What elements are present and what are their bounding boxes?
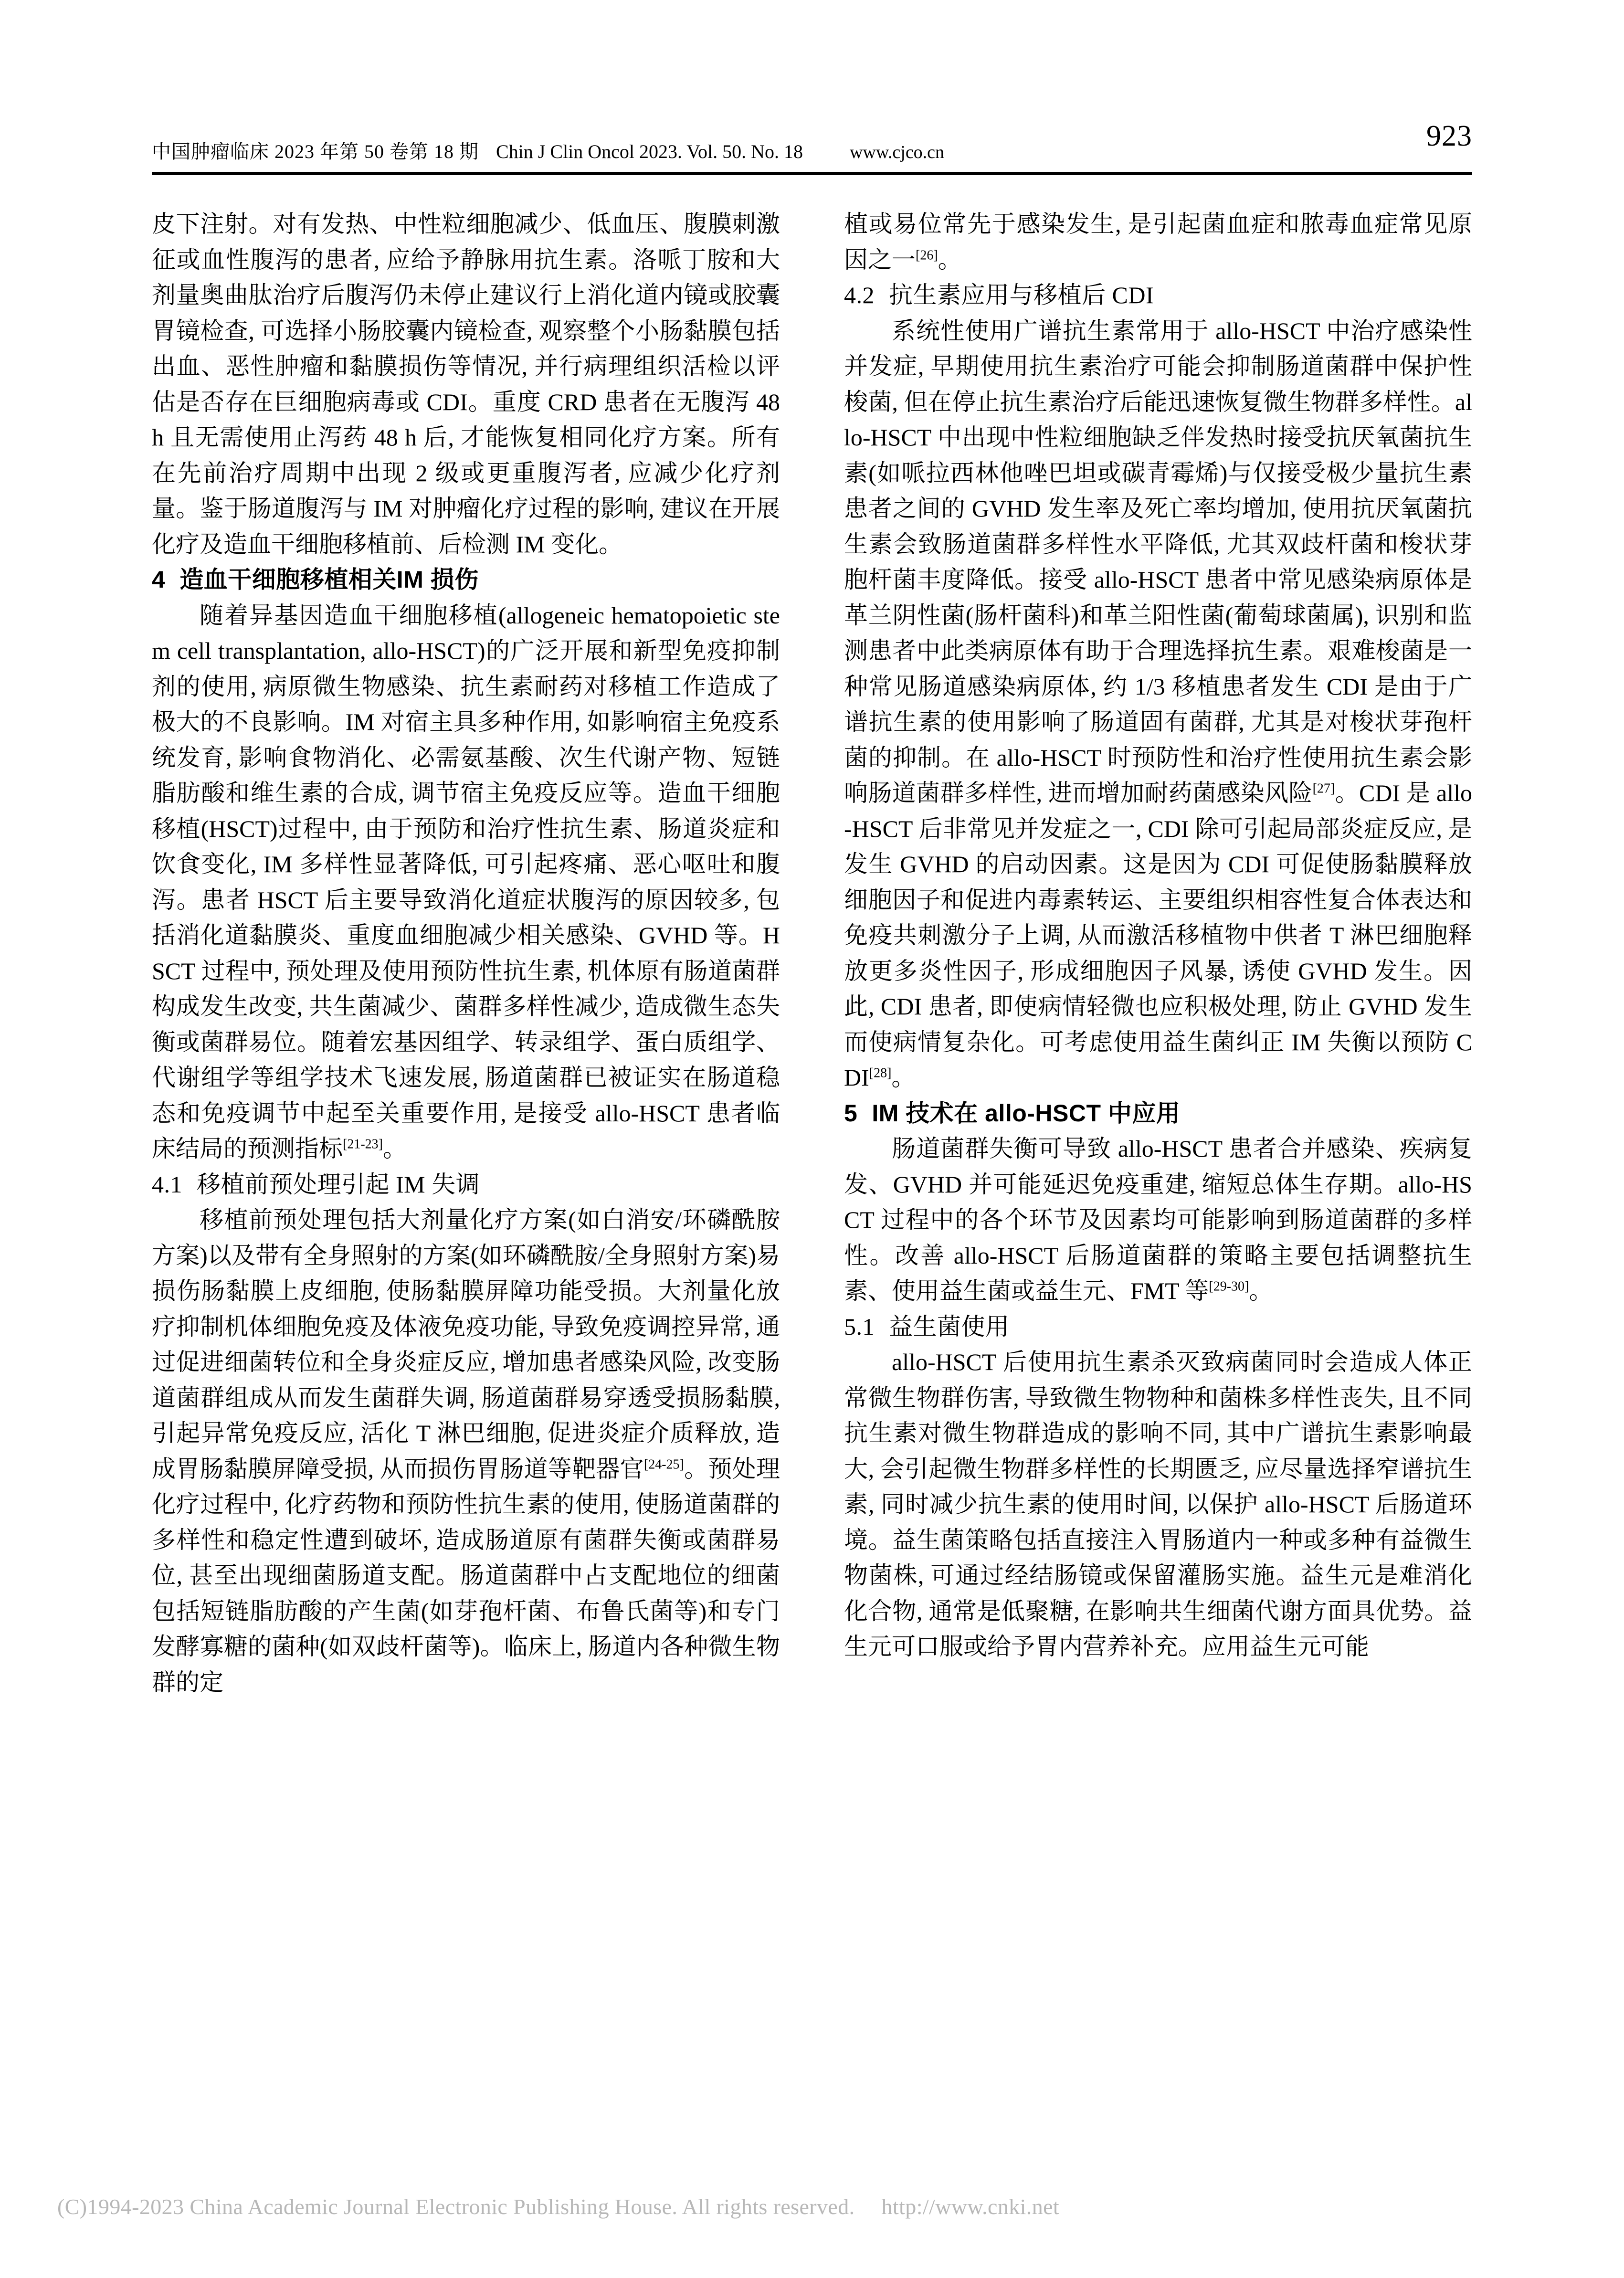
paragraph-section4: 随着异基因造血干细胞移植(allogeneic hematopoietic stem cell transplantation, allo-HSCT)的广泛开展和新型免疫抑制剂的使用, 病原微生物感染、抗生素耐药对移植工作造成了极大的不良影响。IM 对宿主具多种作用, 如影响宿主免疫系统发育, 影响食物消化、必需氨基酸、次生代谢产物、短链脂肪酸和维生素的合成, 调节宿主免疫反应等。造血干细胞移植(HSCT)过程中, 由于预防和治疗性抗生素、肠道炎症和饮食变化, IM 多样性显著降低, 可引起疼痛、恶心呕吐和腹泻。患者 HSCT 后主要导致消化道症状腹泻的原因较多, 包括消化道黏膜炎、重度血细胞减少相关感染、GVHD 等。HSCT 过程中, 预处理及使用预防性抗生素, 机体原有肠道菌群构成发生改变, 共生菌减少、菌群多样性减少, 造成微生态失衡或菌群易位。随着宏基因组学、转录组学、蛋白质组学、代谢组学等组学技术飞速发展, 肠道菌群已被证实在肠道稳态和免疫调节中起至关重要作用, 是接受 allo-HSCT 患者临床结局的预测指标[21-23]。 bbox=[152, 601, 780, 1162]
header-rule bbox=[152, 172, 1472, 175]
paragraph-text: 随着异基因造血干细胞移植(allogeneic hematopoietic stem cell transplantation, allo-HSCT)的广泛开展和新型免疫抑制剂的使用, 病原微生物感染、抗生素耐药对移植工作造成了极大的不良影响。IM 对宿主具多种作用, 如影响宿主免疫系统发育, 影响食物消化、必需氨基酸、次生代谢产物、短链脂肪酸和维生素的合成, 调节宿主免疫反应等。造血干细胞移植(HSCT)过程中, 由于预防和治疗性抗生素、肠道炎症和饮食变化, IM 多样性显著降低, 可引起疼痛、恶心呕吐和腹泻。患者 HSCT 后主要导致消化道症状腹泻的原因较多, 包括消化道黏膜炎、重度血细胞减少相关感染、GVHD 等。HSCT 过程中, 预处理及使用预防性抗生素, 机体原有肠道菌群构成发生改变, 共生菌减少、菌群多样性减少, 造成微生态失衡或菌群易位。随着宏基因组学、转录组学、蛋白质组学、代谢组学等组学技术飞速发展, 肠道菌群已被证实在肠道稳态和免疫调节中起至关重要作用, 是接受 allo-HSCT 患者临床结局的预测指标 bbox=[152, 601, 780, 1162]
paragraph-text: 系统性使用广谱抗生素常用于 allo-HSCT 中治疗感染性并发症, 早期使用抗生素治疗可能会抑制肠道菌群中保护性梭菌, 但在停止抗生素治疗后能迅速恢复微生物群多样性。allo-HSCT 中出现中性粒细胞缺乏伴发热时接受抗厌氧菌抗生素(如哌拉西林他唑巴坦或碳青霉烯)与仅接受极少量抗生素患者之间的 GVHD 发生率及死亡率均增加, 使用抗厌氧菌抗生素会致肠道菌群多样性水平降低, 尤其双歧杆菌和梭状芽胞杆菌丰度降低。接受 allo-HSCT 患者中常见感染病原体是革兰阴性菌(肠杆菌科)和革兰阳性菌(葡萄球菌属), 识别和监测患者中此类病原体有助于合理选择抗生素。艰难梭菌是一种常见肠道感染病原体, 约 1/3 移植患者发生 CDI 是由于广谱抗生素的使用影响了肠道固有菌群, 尤其是对梭状芽孢杆菌的抑制。在 allo-HSCT 时预防性和治疗性使用抗生素会影响肠道菌群多样性, 进而增加耐药菌感染风险 bbox=[844, 317, 1472, 806]
subsection-number: 4.2 bbox=[844, 282, 875, 308]
subsection-number: 4.1 bbox=[152, 1171, 182, 1198]
citation-ref: [27] bbox=[1312, 781, 1335, 796]
section-heading-5 bbox=[844, 1096, 1472, 1131]
subsection-number: 5.1 bbox=[844, 1313, 875, 1340]
paragraph-continued: 皮下注射。对有发热、中性粒细胞减少、低血压、腹膜刺激征或血性腹泻的患者, 应给予静脉用抗生素。洛哌丁胺和大剂量奥曲肽治疗后腹泻仍未停止建议行上消化道内镜或胶囊胃镜检查, 可选择小肠胶囊内镜检查, 观察整个小肠黏膜包括出血、恶性肿瘤和黏膜损伤等情况, 并行病理组织活检以评估是否存在巨细胞病毒或 CDI。重度 CRD 患者在无腹泻 48 h 且无需使用止泻药 48 h 后, 才能恢复相同化疗方案。所有在先前治疗周期中出现 2 级或更重腹泻者, 应减少化疗剂量。鉴于肠道腹泻与 IM 对肿瘤化疗过程的影响, 建议在开展化疗及造血干细胞移植前、后检测 IM 变化。 bbox=[152, 211, 780, 558]
subsection-title: 移植前预处理引起 IM 失调 bbox=[197, 1171, 480, 1198]
paragraph-section5-1: allo-HSCT 后使用抗生素杀灭致病菌同时会造成人体正常微生物群伤害, 导致微生物物种和菌株多样性丧失, 且不同抗生素对微生物群造成的影响不同, 其中广谱抗生素影响最大, 会引起微生物群多样性的长期匮乏, 应尽量选择窄谱抗生素, 同时减少抗生素的使用时间, 以保护 allo-HSCT 后肠道环境。益生菌策略包括直接注入胃肠道内一种或多种有益微生物菌株, 可通过经结肠镜或保留灌肠实施。益生元是难消化化合物, 通常是低聚糖, 在影响共生细菌代谢方面具优势。益生元可口服或给予胃内营养补充。应用益生元可能 bbox=[844, 1349, 1472, 1660]
section-heading-5-1 bbox=[844, 1309, 1472, 1345]
column-left bbox=[152, 206, 780, 1700]
copyright-text: (C)1994-2023 China Academic Journal Electronic Publishing House. All rights reserved. bbox=[57, 2194, 855, 2219]
journal-title-en: Chin J Clin Oncol 2023. Vol. 50. No. 18 bbox=[496, 141, 803, 162]
copyright-watermark bbox=[57, 2194, 1566, 2219]
paragraph-text: 肠道菌群失衡可导致 allo-HSCT 患者合并感染、疾病复发、GVHD 并可能延迟免疫重建, 缩短总体生存期。allo-HSCT 过程中的各个环节及因素均可能影响到肠道菌群的多样性。改善 allo-HSCT 后肠道菌群的策略主要包括调整抗生素、使用益生菌或益生元、FMT 等 bbox=[844, 1135, 1472, 1304]
section-heading-4-2 bbox=[844, 277, 1472, 313]
paragraph-text-continued: CDI 是 allo-HSCT 后非常见并发症之一, CDI 除可引起局部炎症反应, 是发生 GVHD 的启动因素。这是因为 CDI 可促使肠黏膜释放细胞因子和促进内毒素转运、主要组织相容性复合体表达和免疫共刺激分子上调, 从而激活移植物中供者 T 淋巴细胞释放更多炎性因子, 形成细胞因子风暴, 诱使 GVHD 发生。因此, CDI 患者, 即使病情轻微也应积极处理, 防止 GVHD 发生而使病情复杂化。可考虑使用益生菌纠正 IM 失衡以预防 CDI bbox=[844, 780, 1473, 1091]
running-head bbox=[152, 137, 1472, 164]
section-heading-4-1 bbox=[152, 1167, 780, 1202]
journal-website: www.cjco.cn bbox=[850, 142, 945, 162]
subsection-title: 抗生素应用与移植后 CDI bbox=[889, 282, 1154, 308]
citation-ref: [24-25] bbox=[643, 1456, 684, 1472]
section-title: 造血干细胞移植相关IM 损伤 bbox=[179, 566, 479, 593]
paragraph-text: 植或易位常先于感染发生, 是引起菌血症和脓毒血症常见原因之一 bbox=[844, 211, 1472, 273]
section-number: 4 bbox=[152, 566, 166, 593]
section-heading-4 bbox=[152, 562, 780, 598]
cnki-url: http://www.cnki.net bbox=[881, 2194, 1060, 2219]
citation-ref: [21-23] bbox=[343, 1137, 383, 1152]
paragraph-section4-2: 系统性使用广谱抗生素常用于 allo-HSCT 中治疗感染性并发症, 早期使用抗生素治疗可能会抑制肠道菌群中保护性梭菌, 但在停止抗生素治疗后能迅速恢复微生物群多样性。allo-HSCT 中出现中性粒细胞缺乏伴发热时接受抗厌氧菌抗生素(如哌拉西林他唑巴坦或碳青霉烯)与仅接受极少量抗生素患者之间的 GVHD 发生率及死亡率均增加, 使用抗厌氧菌抗生素会致肠道菌群多样性水平降低, 尤其双歧杆菌和梭状芽胞杆菌丰度降低。接受 allo-HSCT 患者中常见感染病原体是革兰阴性菌(肠杆菌科)和革兰阳性菌(葡萄球菌属), 识别和监测患者中此类病原体有助于合理选择抗生素。艰难梭菌是一种常见肠道感染病原体, 约 1/3 移植患者发生 CDI 是由于广谱抗生素的使用影响了肠道固有菌群, 尤其是对梭状芽孢杆菌的抑制。在 allo-HSCT 时预防性和治疗性使用抗生素会影响肠道菌群多样性, 进而增加耐药菌感染风险[27]。CDI 是 allo-HSCT 后非常见并发症之一, CDI 除可引起局部炎症反应, 是发生 GVHD 的启动因素。这是因为 CDI 可促使肠黏膜释放细胞因子和促进内毒素转运、主要组织相容性复合体表达和免疫共刺激分子上调, 从而激活移植物中供者 T 淋巴细胞释放更多炎性因子, 形成细胞因子风暴, 诱使 GVHD 发生。因此, CDI 患者, 即使病情轻微也应积极处理, 防止 GVHD 发生而使病情复杂化。可考虑使用益生菌纠正 IM 失衡以预防 CDI[28]。 bbox=[844, 317, 1473, 1091]
paragraph-text: 移植前预处理包括大剂量化疗方案(如白消安/环磷酰胺方案)以及带有全身照射的方案(如环磷酰胺/全身照射方案)易损伤肠黏膜上皮细胞, 使肠黏膜屏障功能受损。大剂量化放疗抑制机体细胞免疫及体液免疫功能, 导致免疫调控异常, 通过促进细菌转位和全身炎症反应, 增加患者感染风险, 改变肠道菌群组成从而发生菌群失调, 肠道菌群易穿透受损肠黏膜, 引起异常免疫反应, 活化 T 淋巴细胞, 促进炎症介质释放, 造成胃肠黏膜屏障受损, 从而损伤胃肠道等靶器官 bbox=[152, 1206, 780, 1482]
citation-ref: [26] bbox=[916, 247, 938, 263]
paragraph-section5: 肠道菌群失衡可导致 allo-HSCT 患者合并感染、疾病复发、GVHD 并可能延迟免疫重建, 缩短总体生存期。allo-HSCT 过程中的各个环节及因素均可能影响到肠道菌群的多样性。改善 allo-HSCT 后肠道菌群的策略主要包括调整抗生素、使用益生菌或益生元、FMT 等[29-30]。 bbox=[844, 1135, 1472, 1304]
subsection-title: 益生菌使用 bbox=[889, 1313, 1010, 1340]
journal-title-cn: 中国肿瘤临床 2023 年第 50 卷第 18 期 bbox=[152, 141, 479, 162]
citation-ref: [28] bbox=[869, 1065, 892, 1081]
paragraph-continued: 植或易位常先于感染发生, 是引起菌血症和脓毒血症常见原因之一[26]。 bbox=[844, 211, 1472, 273]
citation-ref: [29-30] bbox=[1209, 1279, 1249, 1294]
paragraph-section4-1-a: 移植前预处理包括大剂量化疗方案(如白消安/环磷酰胺方案)以及带有全身照射的方案(如环磷酰胺/全身照射方案)易损伤肠黏膜上皮细胞, 使肠黏膜屏障功能受损。大剂量化放疗抑制机体细胞免疫及体液免疫功能, 导致免疫调控异常, 通过促进细菌转位和全身炎症反应, 增加患者感染风险, 改变肠道菌群组成从而发生菌群失调, 肠道菌群易穿透受损肠黏膜, 引起异常免疫反应, 活化 T 淋巴细胞, 促进炎症介质释放, 造成胃肠黏膜屏障受损, 从而损伤胃肠道等靶器官[24-25]。预处理化疗过程中, 化疗药物和预防性抗生素的使用, 使肠道菌群的多样性和稳定性遭到破坏, 造成肠道原有菌群失衡或菌群易位, 甚至出现细菌肠道支配。肠道菌群中占支配地位的细菌包括短链脂肪酸的产生菌(如芽孢杆菌、布鲁氏菌等)和专门发酵寡糖的菌种(如双歧杆菌等)。临床上, 肠道内各种微生物群的定 bbox=[152, 1206, 780, 1696]
section-title: IM 技术在 allo-HSCT 中应用 bbox=[872, 1099, 1181, 1127]
paragraph-text-continued: 预处理化疗过程中, 化疗药物和预防性抗生素的使用, 使肠道菌群的多样性和稳定性遭到破坏, 造成肠道原有菌群失衡或菌群易位, 甚至出现细菌肠道支配。肠道菌群中占支配地位的细菌包括短链脂肪酸的产生菌(如芽孢杆菌、布鲁氏菌等)和专门发酵寡糖的菌种(如双歧杆菌等)。临床上, 肠道内各种微生物群的定 bbox=[152, 1455, 780, 1696]
section-number: 5 bbox=[844, 1099, 858, 1127]
column-right bbox=[844, 206, 1472, 1665]
page-number: 923 bbox=[1426, 120, 1472, 152]
